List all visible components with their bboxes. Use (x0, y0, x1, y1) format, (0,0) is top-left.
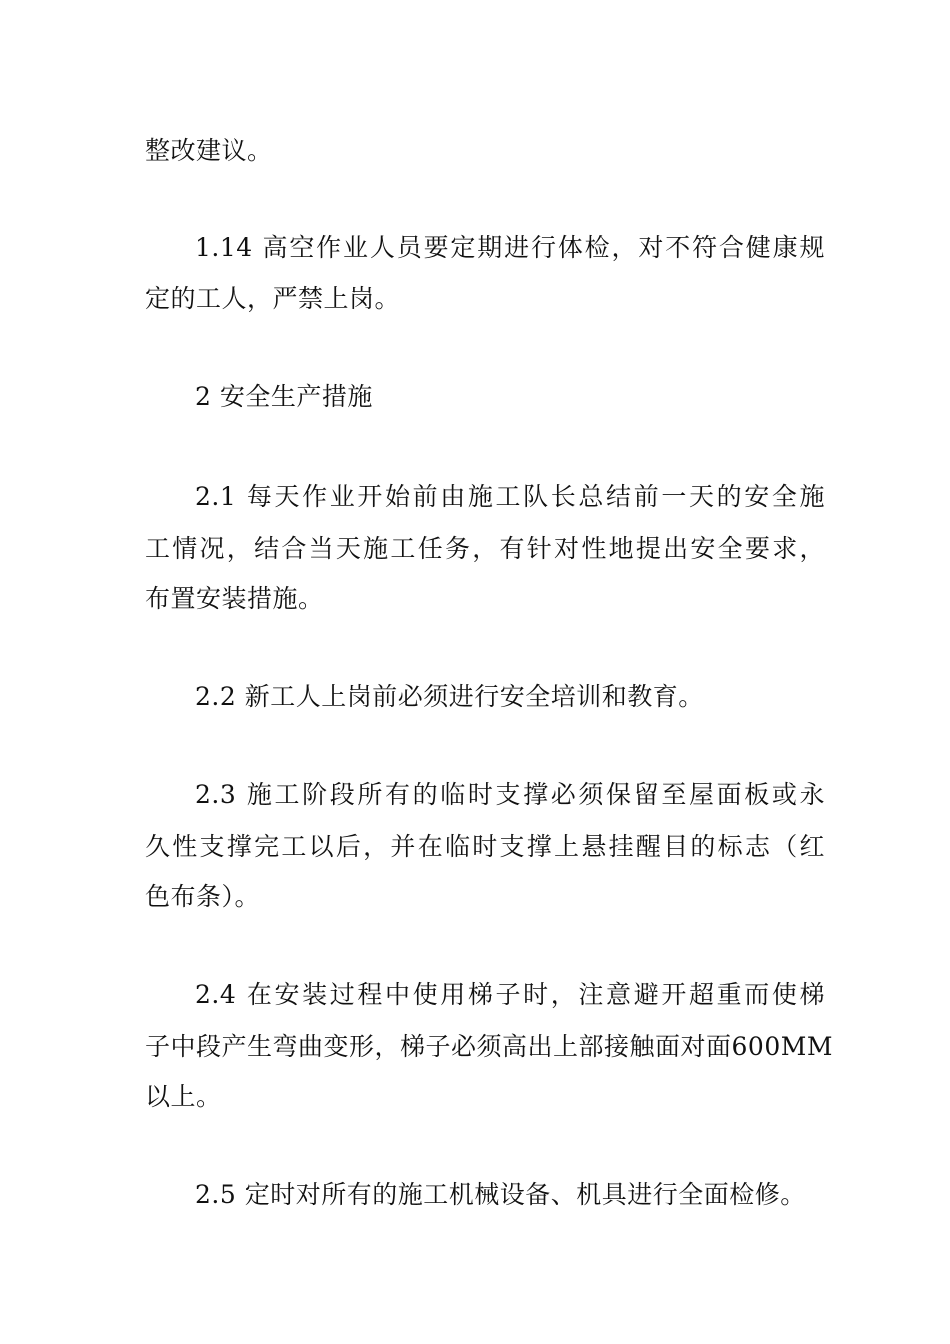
paragraph-line: 子中段产生弯曲变形，梯子必须高出上部接触面对面600MM (145, 1032, 833, 1061)
paragraph-line: 2.3 施工阶段所有的临时支撑必须保留至屋面板或永 (195, 780, 825, 809)
paragraph-line: 2.4 在安装过程中使用梯子时，注意避开超重而使梯 (195, 980, 825, 1009)
paragraph-line: 整改建议。 (145, 136, 273, 165)
paragraph-line: 色布条）。 (145, 882, 261, 911)
paragraph-line: 久性支撑完工以后，并在临时支撑上悬挂醒目的标志（红 (145, 832, 825, 861)
paragraph-line: 2.1 每天作业开始前由施工队长总结前一天的安全施 (195, 482, 825, 511)
paragraph-line: 2.2 新工人上岗前必须进行安全培训和教育。 (195, 682, 704, 711)
paragraph-line: 布置安装措施。 (145, 584, 324, 613)
paragraph-line: 以上。 (145, 1082, 222, 1111)
paragraph-line: 2.5 定时对所有的施工机械设备、机具进行全面检修。 (195, 1180, 806, 1209)
paragraph-line: 工情况，结合当天施工任务，有针对性地提出安全要求， (145, 534, 825, 563)
section-heading: 2 安全生产措施 (195, 382, 373, 411)
paragraph-line: 1.14 高空作业人员要定期进行体检，对不符合健康规 (195, 233, 825, 262)
paragraph-line: 定的工人，严禁上岗。 (145, 284, 401, 313)
